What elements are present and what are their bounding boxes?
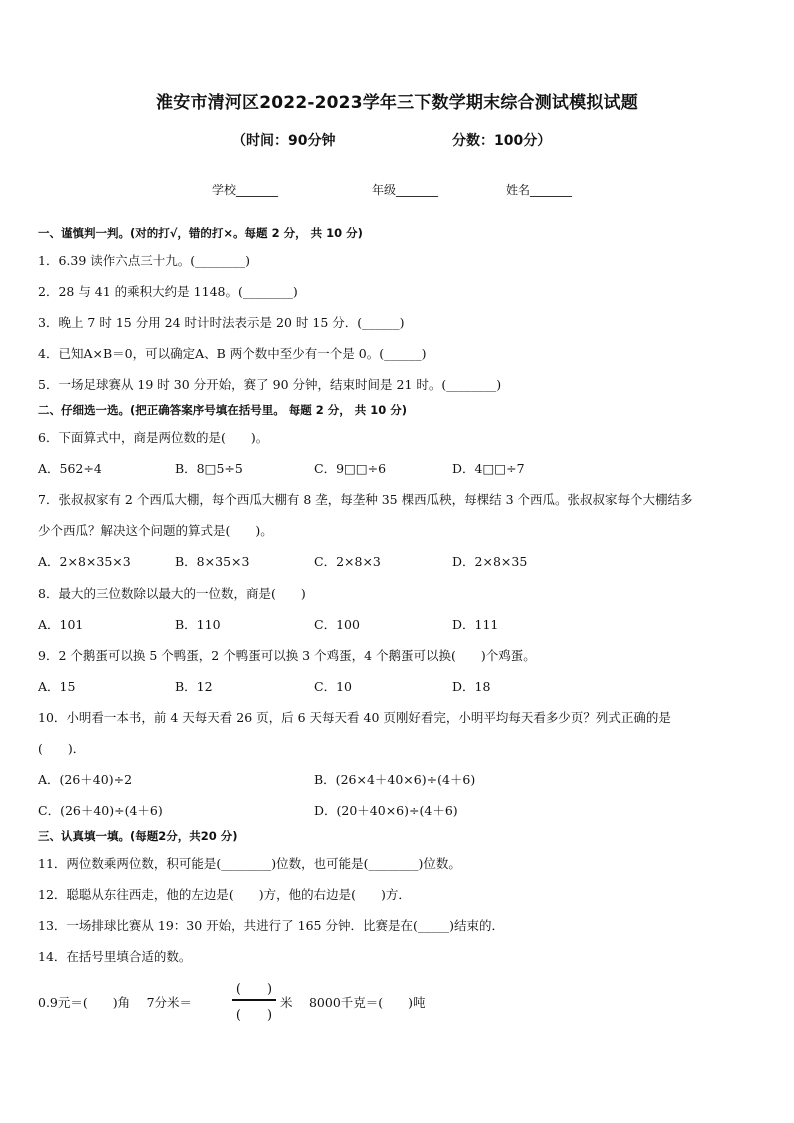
question-12: 12．聪聪从东往西走，他的左边是( )方，他的右边是( )方． [38,887,411,902]
question-7-line-2: 少个西瓜？解决这个问题的算式是( )。 [38,523,273,538]
q8-option-a: A．101 [38,617,84,632]
section-3-heading: 三、认真填一填。(每题2分，共20 分) [38,829,238,843]
section-1-heading: 一、谨慎判一判。(对的打√，错的打×。每题 2 分， 共 10 分) [38,226,363,240]
question-10-line-2: ( )． [38,741,86,756]
q7-option-a: A．2×8×35×3 [38,554,131,569]
question-5: 5．一场足球赛从 19 时 30 分开始，赛了 90 分钟，结束时间是 21 时。(________) [38,377,502,392]
exam-time: （时间：90分钟 [232,133,336,149]
fraction-bar [232,999,276,1001]
q6-option-b: B．8□5÷5 [175,461,243,476]
q7-option-d: D．2×8×35 [452,554,528,569]
q9-option-b: B．12 [175,679,213,694]
q9-option-d: D．18 [452,679,491,694]
q14-fraction [230,978,278,1024]
question-10-line-1: 10．小明看一本书，前 4 天每天看 26 页，后 6 天每天看 40 页刚好看完，小明平均每天看多少页？列式正确的是 [38,710,671,725]
question-1: 1．6.39 读作六点三十九。(________) [38,253,251,268]
question-6: 6．下面算式中，商是两位数的是( )。 [38,430,269,445]
q10-option-d: D．(20＋40×6)÷(4＋6) [314,803,458,818]
q14-fraction-numerator: ( ) [235,982,273,997]
question-8: 8．最大的三位数除以最大的一位数，商是( ) [38,586,306,601]
q9-option-c: C．10 [314,679,352,694]
question-9: 9．2 个鹅蛋可以换 5 个鸭蛋，2 个鸭蛋可以换 3 个鸡蛋，4 个鹅蛋可以换( )个鸡蛋。 [38,648,536,663]
question-4: 4．已知A×B＝0，可以确定A、B 两个数中至少有一个是 0。(______) [38,346,427,361]
q6-option-a: A．562÷4 [38,461,102,476]
q8-option-c: C．100 [314,617,360,632]
q6-option-d: D．4□□÷7 [452,461,525,476]
question-14: 14．在括号里填合适的数。 [38,949,192,964]
q8-option-b: B．110 [175,617,221,632]
question-13: 13．一场排球比赛从 19：30 开始，共进行了 165 分钟．比赛是在(_____)结束的． [38,918,504,933]
section-2-heading: 二、仔细选一选。(把正确答案序号填在括号里。 每题 2 分， 共 10 分) [38,403,408,417]
exam-title: 淮安市清河区2022-2023学年三下数学期末综合测试模拟试题 [156,93,638,113]
q7-option-c: C．2×8×3 [314,554,381,569]
school-field: 学校_______ [212,183,279,197]
question-7-line-1: 7．张叔叔家有 2 个西瓜大棚，每个西瓜大棚有 8 垄，每垄种 35 棵西瓜秧，每棵结 3 个西瓜。张叔叔家每个大棚结多 [38,492,693,507]
name-field: 姓名_______ [506,183,573,197]
exam-score: 分数：100分） [452,133,552,149]
question-14-part-1: 0.9元＝( )角 7分米＝ [38,995,193,1010]
q10-option-a: A．(26＋40)÷2 [38,772,133,787]
q14-fraction-denominator: ( ) [235,1008,273,1023]
question-14-part-2: 米 8000千克＝( )吨 [280,995,426,1010]
question-3: 3．晚上 7 时 15 分用 24 时计时法表示是 20 时 15 分．(______) [38,315,405,330]
q8-option-d: D．111 [452,617,499,632]
grade-field: 年级_______ [372,183,439,197]
q10-option-c: C．(26＋40)÷(4＋6) [38,803,163,818]
question-2: 2．28 与 41 的乘积大约是 1148。(________) [38,284,298,299]
q9-option-a: A．15 [38,679,76,694]
q10-option-b: B．(26×4＋40×6)÷(4＋6) [314,772,476,787]
q6-option-c: C．9□□÷6 [314,461,387,476]
question-11: 11．两位数乘两位数，积可能是(________)位数，也可能是(________)位数。 [38,856,461,871]
q7-option-b: B．8×35×3 [175,554,250,569]
